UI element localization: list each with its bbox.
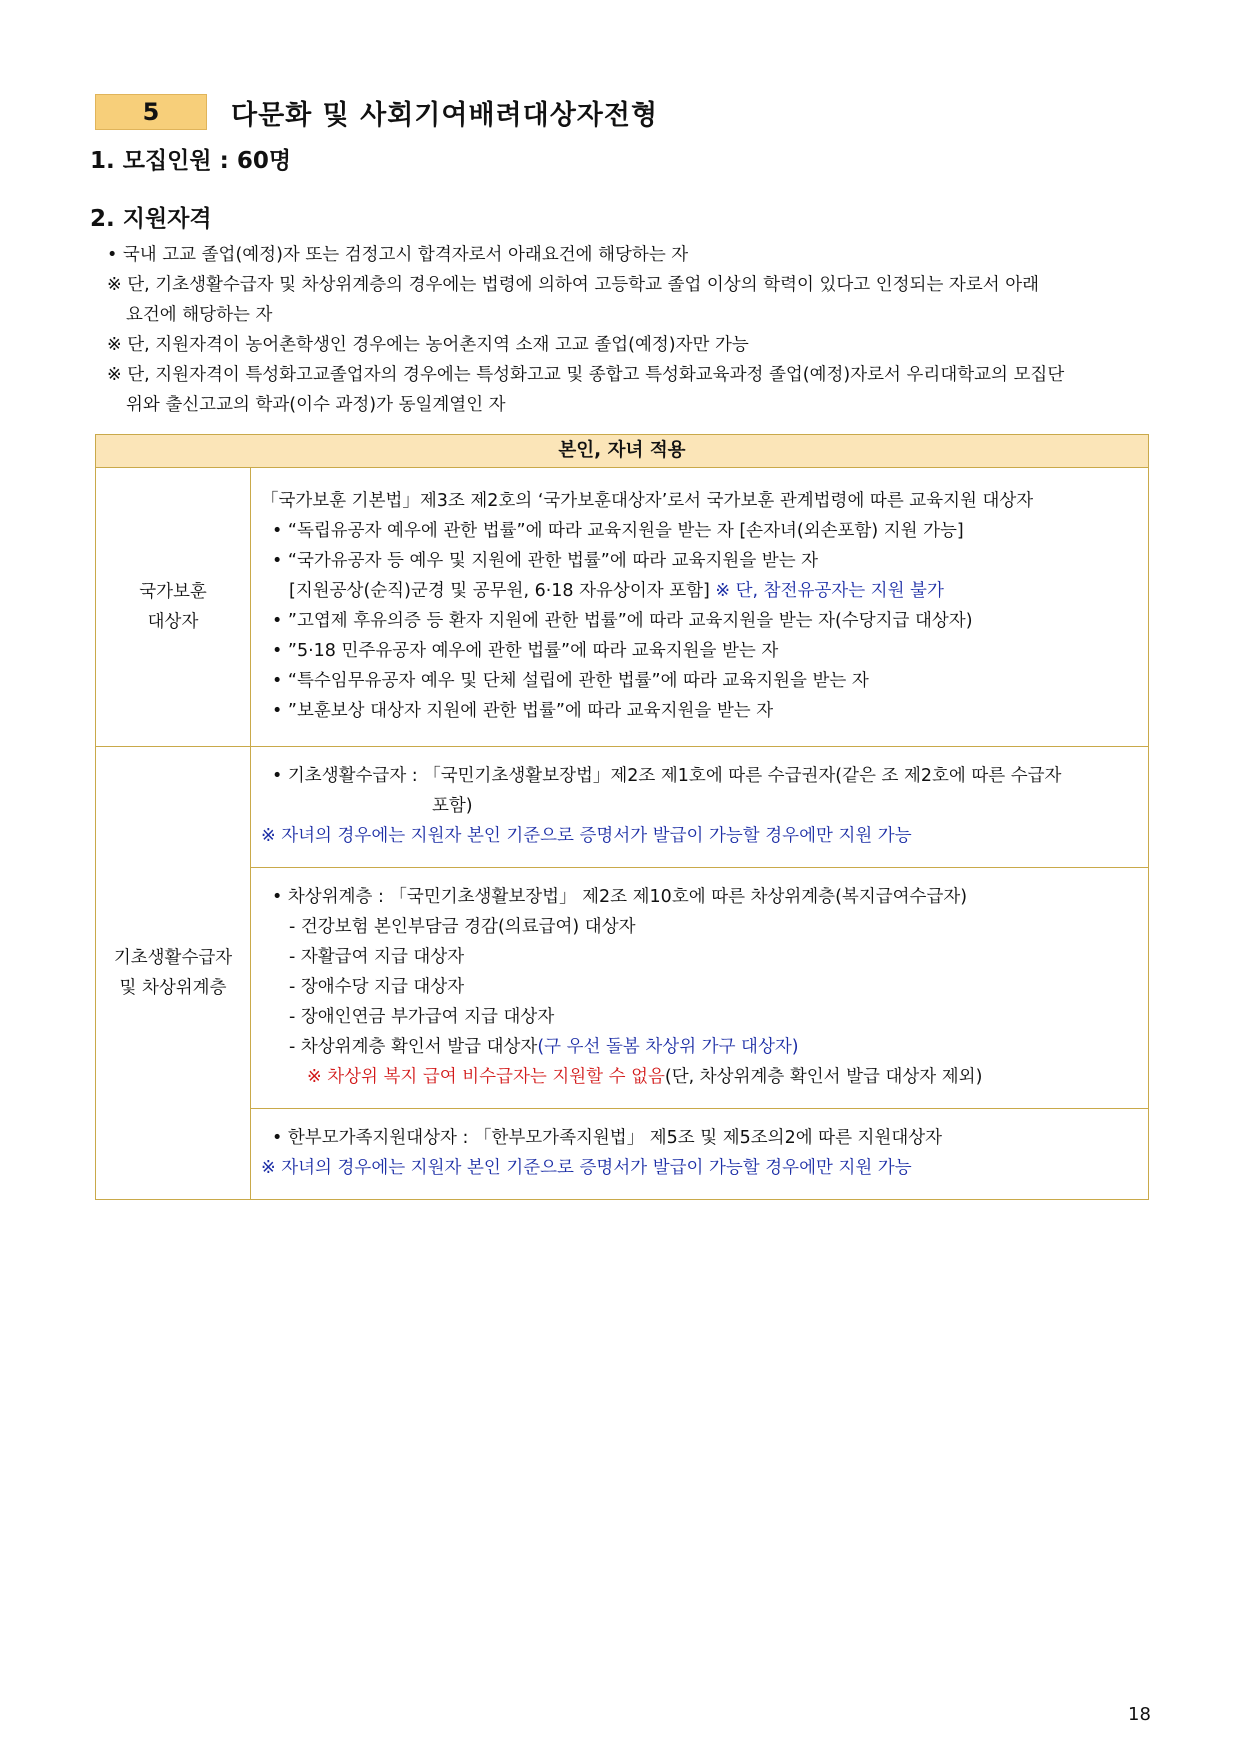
sub-item-text: - 차상위계층 확인서 발급 대상자	[289, 1037, 538, 1057]
eligibility-list	[107, 240, 1157, 420]
table-row	[96, 1109, 1149, 1200]
sub-item: - 장애수당 지급 대상자	[289, 977, 465, 997]
list-item: • “국가유공자 등 예우 및 지원에 관한 법률”에 따라 교육지원을 받는 자	[272, 551, 819, 571]
near-poor-content	[251, 868, 1149, 1109]
near-poor-note	[261, 1062, 1138, 1092]
exception-note: ※ 단, 참전유공자는 지원 불가	[715, 581, 944, 601]
table-row	[96, 747, 1149, 868]
section-title: 다문화 및 사회기여배려대상자전형	[231, 99, 659, 131]
eligibility-note: ※ 단, 기초생활수급자 및 차상위계층의 경우에는 법령에 의하여 고등학교 졸업 이상의 학력이 있다고 인정되는 자로서 아래	[107, 275, 1040, 295]
list-item: • ”고엽제 후유의증 등 환자 지원에 관한 법률”에 따라 교육지원을 받는 자(수당지급 대상자)	[272, 611, 973, 631]
eligibility-table	[95, 434, 1149, 1200]
category-label: 대상자	[147, 612, 199, 632]
section-number-badge: 5	[95, 94, 207, 130]
list-item: • ”5·18 민주유공자 예우에 관한 법률”에 따라 교육지원을 받는 자	[272, 641, 779, 661]
eligibility-heading: 2. 지원자격	[90, 206, 212, 232]
single-parent-content	[251, 1109, 1149, 1200]
single-parent-note: ※ 자녀의 경우에는 지원자 본인 기준으로 증명서가 발급이 가능할 경우에만 지원 가능	[261, 1158, 912, 1178]
eligibility-line: • 국내 고교 졸업(예정)자 또는 검정고시 합격자로서 아래요건에 해당하는 자	[107, 245, 689, 265]
section-header	[95, 94, 658, 130]
veterans-intro: 「국가보훈 기본법」제3조 제2호의 ‘국가보훈대상자’로서 국가보훈 관계법령에 따른 교육지원 대상자	[261, 491, 1034, 511]
category-cell-welfare	[96, 747, 251, 1200]
page-number: 18	[1128, 1704, 1151, 1725]
table-row	[96, 868, 1149, 1109]
sub-item: - 건강보험 본인부담금 경감(의료급여) 대상자	[289, 917, 636, 937]
table-header-row	[96, 435, 1149, 468]
list-item: • ”보훈보상 대상자 지원에 관한 법률”에 따라 교육지원을 받는 자	[272, 701, 774, 721]
sub-item-note: (구 우선 돌봄 차상위 가구 대상자)	[537, 1037, 799, 1057]
category-label: 및 차상위계층	[119, 978, 227, 998]
warning-note: ※ 차상위 복지 급여 비수급자는 지원할 수 없음	[307, 1067, 665, 1087]
eligibility-note-cont: 위와 출신고교의 학과(이수 과정)가 동일계열인 자	[126, 395, 506, 415]
category-label: 기초생활수급자	[113, 948, 233, 968]
category-cell-veterans	[96, 468, 251, 747]
list-item-text: [지원공상(순직)군경 및 공무원, 6·18 자유상이자 포함]	[289, 581, 716, 601]
eligibility-note: ※ 단, 지원자격이 농어촌학생인 경우에는 농어촌지역 소재 고교 졸업(예정)자만 가능	[107, 335, 749, 355]
category-label: 국가보훈	[139, 582, 207, 602]
warning-note-rest: (단, 차상위계층 확인서 발급 대상자 제외)	[664, 1067, 983, 1087]
eligibility-note: ※ 단, 지원자격이 특성화고교졸업자의 경우에는 특성화고교 및 종합고 특성화교육과정 졸업(예정)자로서 우리대학교의 모집단	[107, 365, 1065, 385]
sub-item: - 자활급여 지급 대상자	[289, 947, 465, 967]
eligibility-note-cont: 요건에 해당하는 자	[126, 305, 273, 325]
list-item: • “독립유공자 예우에 관한 법률”에 따라 교육지원을 받는 자 [손자녀(외손포함) 지원 가능]	[272, 521, 964, 541]
list-item: • 차상위계층 : 「국민기초생활보장법」 제2조 제10호에 따른 차상위계층(복지급여수급자)	[272, 887, 968, 907]
basic-note: ※ 자녀의 경우에는 지원자 본인 기준으로 증명서가 발급이 가능할 경우에만 지원 가능	[261, 826, 912, 846]
list-item-cont: 포함)	[432, 796, 473, 816]
table-row	[96, 468, 1149, 747]
list-item: • “특수임무유공자 예우 및 단체 설립에 관한 법률”에 따라 교육지원을 받는 자	[272, 671, 869, 691]
table-header: 본인, 자녀 적용	[96, 435, 1149, 468]
sub-item	[261, 1032, 1138, 1062]
list-item: • 기초생활수급자 : 「국민기초생활보장법」제2조 제1호에 따른 수급권자(같은 조 제2호에 따른 수급자	[272, 766, 1062, 786]
list-item-cont	[261, 576, 1138, 606]
list-item: • 한부모가족지원대상자 : 「한부모가족지원법」 제5조 및 제5조의2에 따른 지원대상자	[272, 1128, 943, 1148]
sub-item: - 장애인연금 부가급여 지급 대상자	[289, 1007, 555, 1027]
basic-livelihood-content	[251, 747, 1149, 868]
veterans-content	[251, 468, 1149, 747]
recruit-heading: 1. 모집인원 : 60명	[90, 148, 292, 174]
